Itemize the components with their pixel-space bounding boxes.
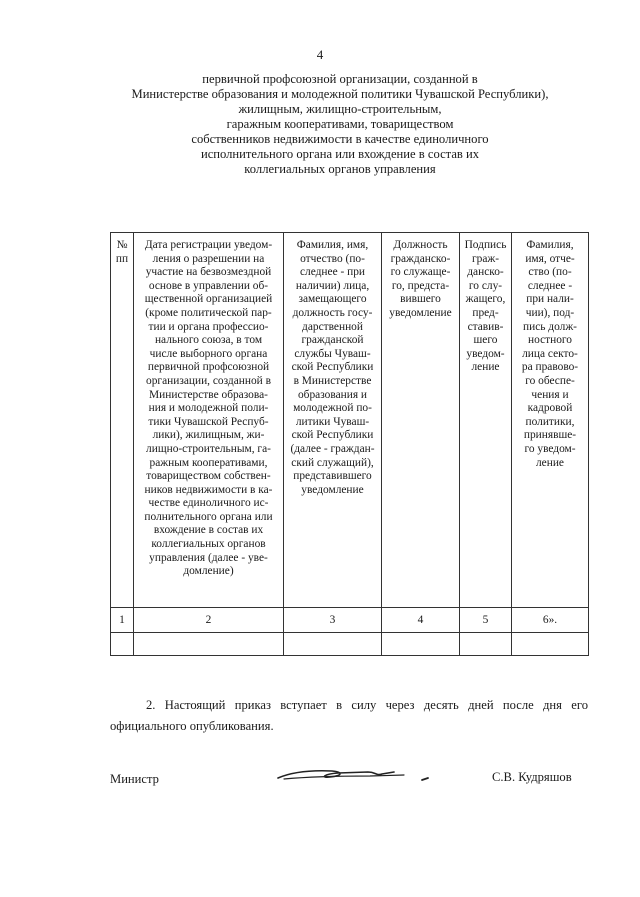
header-text-line: №	[116, 239, 128, 251]
header-text-line: ской Республики	[291, 429, 374, 442]
signatory-name: С.В. Кудряшов	[492, 770, 572, 784]
column-number: 5	[460, 608, 512, 633]
header-text-line: Министерстве образова-	[149, 388, 268, 401]
header-text-line: ление	[536, 456, 564, 469]
header-text-line: го, предста-	[391, 279, 450, 292]
header-text-line: кадровой	[527, 402, 573, 415]
empty-table-row	[111, 633, 589, 656]
header-text-line: организации, созданной в	[146, 374, 271, 387]
heading-line: первичной профсоюзной организации, созданной в	[202, 72, 478, 86]
header-text-line: литики Чуваш-	[295, 415, 370, 428]
header-text-line: пись долж-	[523, 320, 577, 333]
header-text-line: ностного	[528, 334, 572, 347]
header-text-line: домление)	[183, 565, 234, 578]
header-text-line: отчество (по-	[300, 252, 365, 265]
column-number: 4	[382, 608, 460, 633]
header-text-line: Дата регистрации уведом-	[144, 239, 273, 251]
header-text-line: уведомление	[389, 306, 452, 319]
header-text-line: вившего	[400, 293, 441, 306]
header-text-line: ния и молодежной поли-	[148, 402, 269, 415]
header-text-line: го служаще-	[390, 266, 451, 279]
header-text-line: полнительного органа или	[144, 510, 273, 523]
header-text-line: го слу-	[468, 279, 503, 292]
header-text-line: гражданской	[301, 334, 364, 347]
header-text-line: числе выборного органа	[149, 347, 268, 360]
effective-date-paragraph: 2. Настоящий приказ вступает в силу через десять дней после дня его официального опубликования.	[110, 698, 588, 733]
header-text-line: следнее - при	[299, 266, 366, 279]
header-cell-registration-date	[134, 233, 284, 608]
empty-cell	[134, 633, 284, 656]
header-text-line: данско-	[467, 266, 504, 279]
header-text-line: службы Чуваш-	[294, 347, 371, 360]
column-number: 2	[134, 608, 284, 633]
header-text-line: лищно-строительным, га-	[146, 442, 271, 455]
empty-cell	[284, 633, 382, 656]
header-text-line: честве единоличного ис-	[148, 497, 269, 510]
heading-line: Министерстве образования и молодежной политики Чувашской Республики),	[131, 87, 549, 101]
header-text-line: принявше-	[523, 429, 577, 442]
header-text-line: наличии) лица,	[295, 279, 370, 292]
header-cell-position	[382, 233, 460, 608]
header-text-line: ской Республики	[291, 361, 374, 374]
header-text-line: щественной организацией	[144, 293, 273, 306]
header-text-line: нального союза, в том	[154, 334, 263, 347]
header-text-line: го уведом-	[524, 442, 576, 455]
header-cell-accepting-official	[512, 233, 589, 608]
header-text-line: следнее -	[527, 279, 573, 292]
header-text-line: имя, отче-	[525, 252, 575, 265]
column-number: 3	[284, 608, 382, 633]
header-text-line: чения и	[531, 388, 569, 401]
column-number: 1	[111, 608, 134, 633]
header-text-line: основе в управлении об-	[148, 279, 269, 292]
header-text-line: го обеспе-	[525, 374, 575, 387]
header-text-line: ражным кооперативами,	[149, 456, 268, 469]
header-text-line: должность госу-	[292, 306, 373, 319]
header-cell-employee-name	[284, 233, 382, 608]
header-text-line: управления (далее - уве-	[149, 551, 268, 564]
header-text-line: пп	[115, 252, 129, 265]
header-text-line: гражданско-	[390, 252, 451, 265]
header-text-line: замещающего	[298, 293, 367, 306]
header-text-line: (кроме политической пар-	[145, 306, 272, 319]
header-text-line: при нали-	[526, 293, 574, 306]
header-text-line: ления о разрешении на	[152, 252, 265, 265]
header-text-line: уведомление	[301, 483, 364, 496]
table-header-row	[111, 233, 589, 608]
header-text-line: ление	[471, 361, 500, 374]
heading-line: исполнительного органа или вхождение в состав их	[200, 147, 480, 161]
header-text-line: представившего	[293, 470, 372, 483]
header-text-line: ский служащий),	[291, 456, 374, 469]
signatory-title: Министр	[110, 772, 159, 786]
header-text-line: граж-	[471, 252, 500, 265]
header-text-line: коллегиальных органов	[151, 538, 266, 551]
header-text-line: тики Чувашской Респуб-	[148, 415, 269, 428]
header-cell-number	[111, 233, 134, 608]
header-text-line: ра правово-	[521, 361, 579, 374]
header-text-line: товариществом собствен-	[146, 470, 271, 483]
header-text-line: Подпись	[464, 239, 507, 251]
header-text-line: вхождение в состав их	[153, 524, 264, 537]
header-text-line: лики), жилищным, жи-	[152, 429, 265, 442]
empty-cell	[382, 633, 460, 656]
form-heading	[80, 72, 600, 177]
empty-cell	[460, 633, 512, 656]
column-number-row	[111, 608, 589, 633]
header-text-line: лица секто-	[522, 347, 578, 360]
notification-register-table	[110, 232, 589, 656]
header-text-line: жащего,	[465, 293, 506, 306]
header-text-line: первичной профсоюзной	[147, 361, 270, 374]
header-text-line: ников недвижимости в ка-	[144, 483, 273, 496]
header-text-line: молодежной по-	[293, 402, 372, 415]
heading-line: гаражным кооперативами, товариществом	[226, 117, 454, 131]
empty-cell	[512, 633, 589, 656]
empty-cell	[111, 633, 134, 656]
heading-line: коллегиальных органов управления	[244, 162, 436, 176]
heading-line: жилищным, жилищно-строительным,	[238, 102, 442, 116]
header-text-line: в Министерстве	[293, 374, 372, 387]
header-text-line: образования и	[297, 388, 368, 401]
header-text-line: Фамилия, имя,	[296, 239, 369, 251]
header-cell-signature	[460, 233, 512, 608]
header-text-line: политики,	[525, 415, 575, 428]
header-text-line: уведом-	[466, 347, 505, 360]
header-text-line: пред-	[472, 306, 499, 319]
header-text-line: Должность	[393, 239, 448, 251]
header-text-line: ставив-	[467, 320, 504, 333]
header-text-line: тии и органа профессио-	[148, 320, 269, 333]
heading-line: собственников недвижимости в качестве единоличного	[191, 132, 489, 146]
header-text-line: ство (по-	[528, 266, 572, 279]
header-text-line: участие на безвозмездной	[145, 266, 272, 279]
page-number: 4	[316, 47, 324, 62]
header-text-line: дарственной	[302, 320, 363, 333]
column-number: 6».	[512, 608, 589, 633]
handwritten-signature	[272, 760, 452, 790]
header-text-line: чии), под-	[525, 306, 575, 319]
header-text-line: Фамилия,	[526, 239, 574, 251]
header-text-line: (далее - граждан-	[290, 442, 375, 455]
header-text-line: шего	[473, 334, 498, 347]
